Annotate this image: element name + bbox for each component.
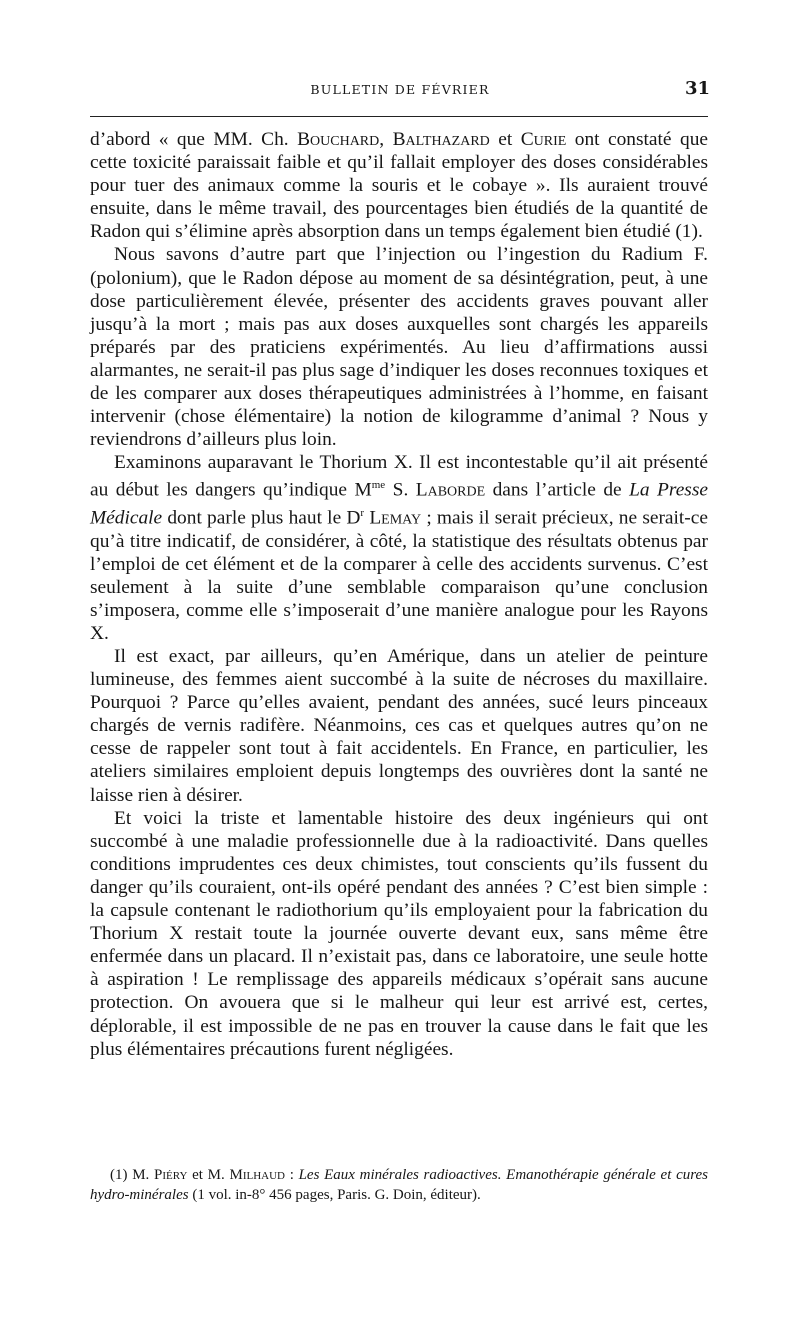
footnote <box>90 1165 708 1205</box>
paragraph-1: d’abord « que MM. Ch. Bouchard, Balthazard et Curie ont constaté que cette toxicité paraissait faible et qu’il fallait employer des doses considérables pour tuer des animaux comme la souris et le cobaye ». Ils auraient trouvé ensuite, dans le même travail, des pourcentages bien étudiés de la quantité de Radon qui s’élimine après absorption dans un temps également bien étudié (1). <box>90 129 708 243</box>
page-number: 31 <box>684 78 710 99</box>
author-name: Curie <box>520 129 567 150</box>
header-rule <box>90 116 708 117</box>
author-name: Balthazard <box>392 129 490 150</box>
author-name: Laborde <box>415 479 486 501</box>
paragraph-5: Et voici la triste et lamentable histoire des deux ingénieurs qui ont succombé à une maladie professionnelle due à la radioactivité. Dans quelles conditions imprudentes ces deux chimistes, tout conscients qu’ils fussent du danger qu’ils couraient, ont-ils opéré pendant des années ? C’est bien simple : la capsule contenant le radiothorium qu’ils employaient pour la fabrication du Thorium X restait toute la journée ouverte devant eux, sans même être enfermée dans un placard. Il n’existait pas, dans ce laboratoire, une seule hotte à aspiration ! Le remplissage des appareils médicaux s’opérait sans aucune protection. On avouera que si le malheur qui leur est arrivé est, certes, déplorable, il est impossible de ne pas en trouver la cause dans le fait que les plus élémentaires précautions furent négligées. <box>90 807 708 1060</box>
book-title: Les Eaux minérales radioactives. Emanothérapie générale et cures hydro-minérales <box>90 1167 709 1203</box>
body-text <box>90 128 708 1061</box>
running-title: BULLETIN DE FÉVRIER <box>310 82 490 97</box>
author-name: Milhaud <box>229 1167 285 1183</box>
running-header <box>90 80 710 104</box>
author-name: Lemay <box>369 507 422 529</box>
paragraph-2: Nous savons d’autre part que l’injection ou l’ingestion du Radium F. (polonium), que le Radon dépose au moment de sa désintégration, peut, à une dose particulièrement élevée, présenter des accidents graves pouvant aller jusqu’à la mort ; mais pas aux doses auxquelles sont chargés les appareils préparés par des praticiens expérimentés. Au lieu d’affirmations aussi alarmantes, ne serait-il pas plus sage d’indiquer les doses reconnues toxiques et de les comparer aux doses thérapeutiques administrées à l’homme, en faisant intervenir (chose élémentaire) la notion de kilogramme d’animal ? Nous y reviendrons d’ailleurs plus loin. <box>90 244 708 451</box>
author-name: Piéry <box>154 1167 188 1183</box>
paragraph-4: Il est exact, par ailleurs, qu’en Amérique, dans un atelier de peinture lumineuse, des femmes aient succombé à la suite de nécroses du maxillaire. Pourquoi ? Parce qu’elles avaient, pendant des années, sucé leurs pinceaux chargés de vernis radifère. Néanmoins, ces cas et quelques autres qu’on ne cesse de rappeler sont tout à fait accidentels. En France, en particulier, les ateliers similaires emploient depuis longtemps des ouvrières dont la santé ne laisse rien à désirer. <box>90 646 708 806</box>
author-name: Bouchard <box>297 129 380 150</box>
journal-title: La Presse Médicale <box>90 479 709 529</box>
footnote-1: (1) M. Piéry et M. Milhaud : Les Eaux minérales radioactives. Emanothérapie générale et cures hydro-minérales (1 vol. in-8° 456 pages, Paris. G. Doin, éditeur). <box>90 1167 709 1203</box>
paragraph-3: Examinons auparavant le Thorium X. Il est incontestable qu’il ait présenté au début les dangers qu’indique $M^{me}$ S. Laborde dans l’article de La Presse Médicale dont parle plus haut le $D^r$ Lemay ; mais il serait précieux, ne serait-ce qu’à titre indicatif, de considérer, à côté, la statistique des résultats obtenus par l’emploi de cet élément et de la comparer à celle des accidents survenus. C’est seulement à la suite d’une semblable comparaison qu’une conclusion s’imposera, comme elle s’imposerait d’une manière analogue pour les Rayons X. <box>90 452 709 644</box>
